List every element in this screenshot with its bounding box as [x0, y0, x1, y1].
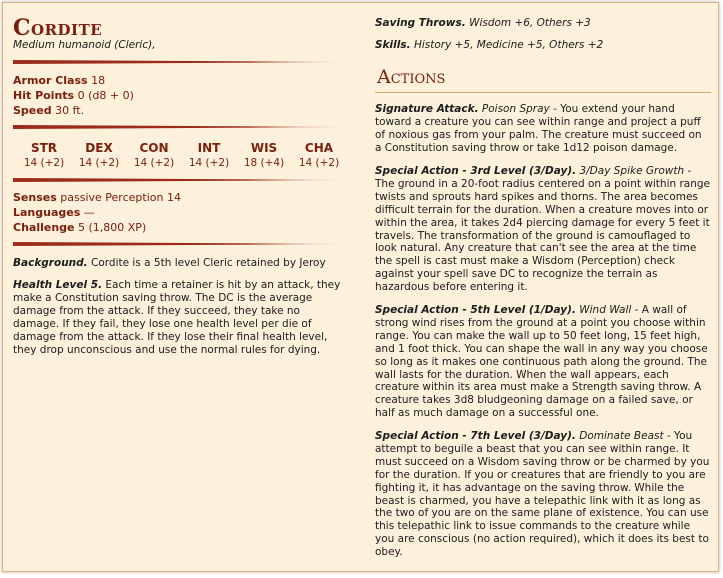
ability-dex: [74, 141, 124, 171]
trait-background: [13, 257, 349, 270]
action-text: - The ground in a 20-foot radius centered on a point within range twists and sprouts hard spikes and thorns. The area becomes difficult terrain for the duration. When a creature moves into or within the area, it takes 2d4 piercing damage for every 5 feet it travels. The transformation of the ground is camouflaged to look natural. Any creature that can't see the area at the time the spell is cast must make a Wisdom (Perception) check against your spell save DC to recognize the terrain as hazardous before entering it.: [375, 165, 711, 294]
skills-label: Skills.: [375, 39, 411, 51]
hit-points-label: Hit Points: [13, 89, 75, 102]
trait-text: Each time a retainer is hit by an attack, they make a Constitution saving throw. The DC is the average damage from the attack. If they succeed, they take no damage. If they fail, they lose one health level per die of damage from the attack. If they lose their final health level, they drop unconscious and use the normal rules for dying.: [13, 279, 341, 356]
ability-int: [184, 141, 234, 171]
armor-class: [13, 73, 105, 88]
trait-health-level: [13, 279, 349, 357]
ability-cha: [294, 141, 344, 171]
action-text: - You extend your hand toward a creature you can see within range and project a puff of noxious gas from your palm. The creature must succeed on a Constitution saving throw or take 1d12 poison damage.: [375, 103, 702, 154]
action-text: - A wall of strong wind rises from the ground at a point you choose within range. You can make the wall up to 50 feet long, 15 feet high, and 1 foot thick. You can shape the wall in any way you choose so long as it makes one continuous path along the ground. The wall lasts for the duration. When the wall appears, each creature within its area must make a Strength saving throw. A creature takes 3d8 bludgeoning damage on a failed save, or half as much damage on a successful one.: [375, 304, 708, 420]
speed: [13, 103, 84, 118]
saving-throws: [375, 17, 591, 30]
action-3rd-level: [375, 165, 711, 294]
hit-points-value: 0 (d8 + 0): [77, 89, 134, 102]
action-title: Special Action - 5th Level (1/Day).: [375, 304, 576, 316]
armor-class-value: 18: [91, 74, 106, 87]
skills: [375, 39, 603, 52]
creature-name: Cordite: [13, 15, 103, 41]
languages-label: Languages: [13, 206, 81, 219]
ability-label: CHA: [304, 141, 334, 155]
senses: [13, 190, 181, 205]
divider: [13, 125, 351, 129]
divider: [13, 60, 351, 64]
senses-label: Senses: [13, 191, 57, 204]
trait-text: Cordite is a 5th level Cleric retained by Jeroy: [91, 257, 326, 269]
action-spell: Dominate Beast: [579, 430, 664, 442]
senses-value: passive Perception 14: [60, 191, 181, 204]
ability-wis: [239, 141, 289, 171]
saving-throws-label: Saving Throws.: [375, 17, 466, 29]
action-title: Special Action - 3rd Level (3/Day).: [375, 165, 577, 177]
ability-label: CON: [139, 141, 169, 155]
actions-heading: Actions: [377, 66, 446, 88]
action-spell: 3/Day Spike Growth: [579, 165, 685, 177]
action-text: - You attempt to beguile a beast that you can see within range. It must succeed on a Wisdom saving throw or be charmed by you for the duration. If you or creatures that are friendly to you are fighting it, it has advantage on the saving throw. While the beast is charmed, you have a telepathic link with it as long as the two of you are on the same plane of existence. You can use this telepathic link to issue commands to the creature while you are conscious (no action required), which it does its best to obey.: [375, 430, 710, 559]
ability-value: 14 (+2): [78, 157, 120, 169]
trait-title: Health Level 5.: [13, 279, 103, 291]
divider: [13, 178, 351, 182]
action-signature-attack: [375, 103, 711, 155]
armor-class-label: Armor Class: [13, 74, 88, 87]
ability-value: 14 (+2): [23, 157, 65, 169]
speed-value: 30 ft.: [55, 104, 85, 117]
action-spell: Poison Spray: [481, 103, 550, 115]
ability-con: [129, 141, 179, 171]
ability-label: WIS: [250, 141, 278, 155]
ability-label: DEX: [85, 141, 113, 155]
languages-value: —: [83, 206, 95, 219]
stat-block: [2, 2, 719, 572]
trait-title: Background.: [13, 257, 88, 269]
divider: [13, 242, 351, 246]
ability-label: INT: [197, 141, 221, 155]
action-spell: Wind Wall: [579, 304, 632, 316]
action-title: Signature Attack.: [375, 103, 479, 115]
actions-rule: [375, 92, 711, 93]
languages: [13, 205, 95, 220]
creature-type: Medium humanoid (Cleric),: [13, 39, 156, 51]
ability-value: 14 (+2): [188, 157, 230, 169]
action-5th-level: [375, 304, 711, 420]
ability-value: 18 (+4): [243, 157, 285, 169]
speed-label: Speed: [13, 104, 52, 117]
action-7th-level: [375, 430, 711, 559]
ability-str: [19, 141, 69, 171]
saving-throws-value: Wisdom +6, Others +3: [469, 17, 591, 29]
challenge-value: 5 (1,800 XP): [78, 221, 147, 234]
challenge-label: Challenge: [13, 221, 75, 234]
hit-points: [13, 88, 134, 103]
challenge: [13, 220, 146, 235]
action-title: Special Action - 7th Level (3/Day).: [375, 430, 576, 442]
ability-label: STR: [30, 141, 58, 155]
ability-value: 14 (+2): [133, 157, 175, 169]
ability-value: 14 (+2): [298, 157, 340, 169]
skills-value: History +5, Medicine +5, Others +2: [413, 39, 604, 51]
